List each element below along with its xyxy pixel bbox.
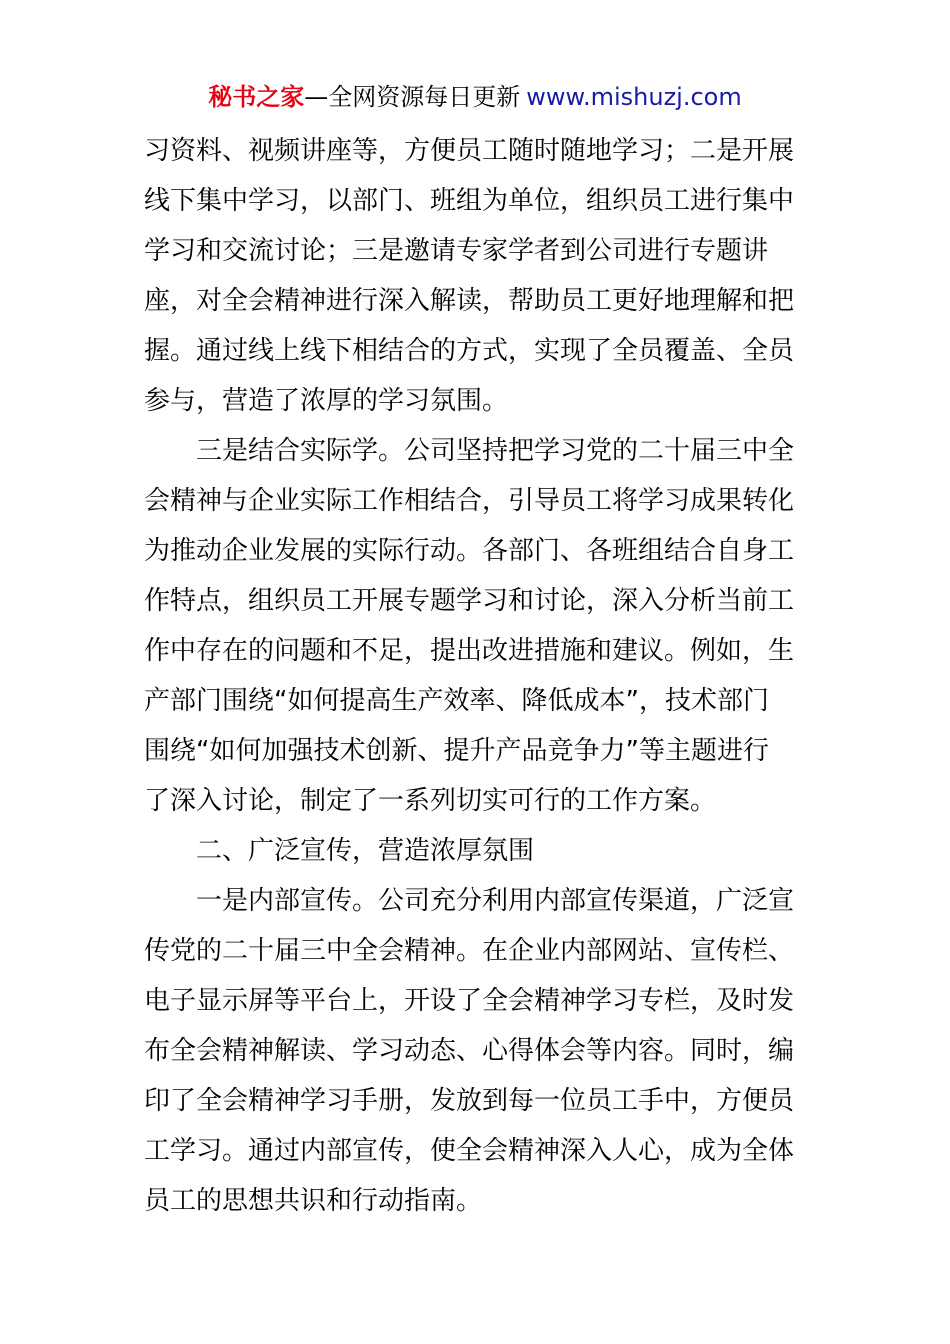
body-line: 电子显示屏等平台上，开设了全会精神学习专栏，及时发 — [144, 986, 795, 1016]
body-line: 传党的二十届三中全会精神。在企业内部网站、宣传栏、 — [144, 936, 795, 966]
document-body — [144, 126, 808, 1226]
body-line: 线下集中学习，以部门、班组为单位，组织员工进行集中 — [144, 186, 795, 216]
body-line: 习资料、视频讲座等，方便员工随时随地学习；二是开展 — [144, 136, 795, 166]
body-line: 座，对全会精神进行深入解读，帮助员工更好地理解和把 — [144, 286, 795, 316]
body-line: 布全会精神解读、学习动态、心得体会等内容。同时，编 — [144, 1036, 795, 1066]
body-line: 会精神与企业实际工作相结合，引导员工将学习成果转化 — [144, 486, 795, 516]
body-line: 学习和交流讨论；三是邀请专家学者到公司进行专题讲 — [144, 236, 769, 266]
body-line: 握。通过线上线下相结合的方式，实现了全员覆盖、全员 — [144, 336, 795, 366]
site-name: 秘书之家 — [208, 83, 305, 111]
body-line: 作中存在的问题和不足，提出改进措施和建议。例如，生 — [144, 636, 795, 666]
body-line: 工学习。通过内部宣传，使全会精神深入人心，成为全体 — [144, 1136, 795, 1166]
body-line: 员工的思想共识和行动指南。 — [144, 1186, 483, 1216]
page-header — [0, 80, 950, 114]
section-heading: 二、广泛宣传，营造浓厚氛围 — [196, 836, 535, 866]
paragraph-start-line: 三是结合实际学。公司坚持把学习党的二十届三中全 — [196, 436, 795, 466]
paragraph-start-line: 一是内部宣传。公司充分利用内部宣传渠道，广泛宣 — [196, 886, 795, 916]
body-line: 为推动企业发展的实际行动。各部门、各班组结合自身工 — [144, 536, 795, 566]
body-line: 作特点，组织员工开展专题学习和讨论，深入分析当前工 — [144, 586, 795, 616]
body-line: 印了全会精神学习手册，发放到每一位员工手中，方便员 — [144, 1086, 795, 1116]
body-line: 产部门围绕“如何提高生产效率、降低成本”，技术部门 — [144, 686, 769, 716]
body-line: 参与，营造了浓厚的学习氛围。 — [144, 386, 509, 416]
body-line: 围绕“如何加强技术创新、提升产品竞争力”等主题进行 — [144, 736, 769, 766]
body-line: 了深入讨论，制定了一系列切实可行的工作方案。 — [144, 786, 717, 816]
site-url-link[interactable]: www.mishuzj.com — [526, 83, 742, 111]
site-tagline: —全网资源每日更新 — [304, 83, 521, 111]
